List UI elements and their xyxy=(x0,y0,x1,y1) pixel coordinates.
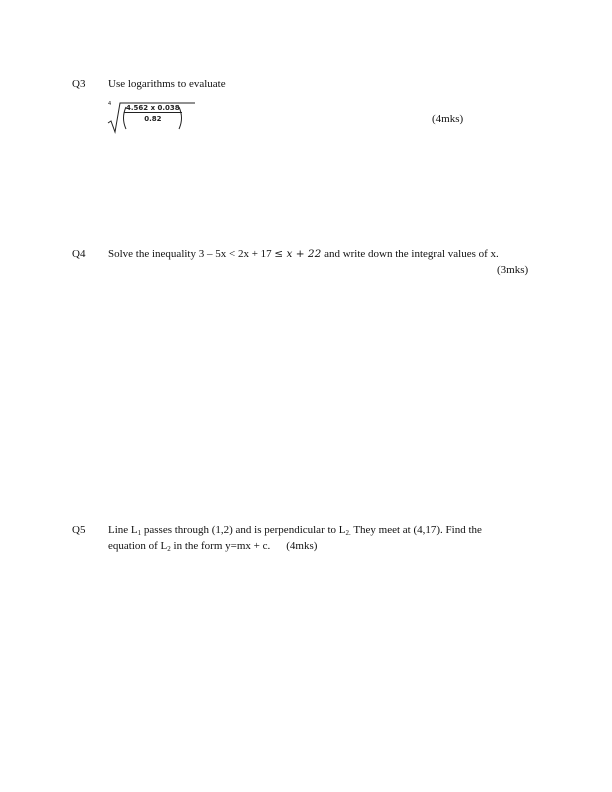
text-part: in the form y=mx + c. xyxy=(170,540,271,552)
subscript: 2 xyxy=(167,545,171,553)
question-text xyxy=(108,248,499,260)
text-part: Solve the inequality 3 – 5x < 2x + 17 xyxy=(108,248,275,260)
subscript: 2. xyxy=(345,529,351,537)
text-part: and write down the integral values of x. xyxy=(321,248,499,260)
question-number: Q3 xyxy=(72,78,86,90)
subscript: 1 xyxy=(137,529,142,537)
fraction-denominator: 0.82 xyxy=(144,115,162,123)
root-index: 4 xyxy=(108,101,112,107)
marks-label: (4mks) xyxy=(286,540,318,552)
fraction xyxy=(124,104,182,123)
text-part: equation of L xyxy=(108,540,168,552)
question-text-line-2 xyxy=(108,540,317,553)
marks-label: (3mks) xyxy=(497,264,529,276)
question-number: Q4 xyxy=(72,248,86,260)
text-part: They meet at (4,17). Find the xyxy=(350,524,482,536)
text-part: passes through (1,2) and is perpendicular to L xyxy=(141,524,346,536)
question-number: Q5 xyxy=(72,524,86,536)
question-text-line-1 xyxy=(108,524,482,537)
text-part: Line L xyxy=(108,524,138,536)
question-text: Use logarithms to evaluate xyxy=(108,78,226,90)
marks-label: (4mks) xyxy=(432,113,464,125)
fraction-numerator: 4.562 x 0.038 xyxy=(126,104,180,112)
math-expression: ≤ x + 22 xyxy=(274,248,322,260)
